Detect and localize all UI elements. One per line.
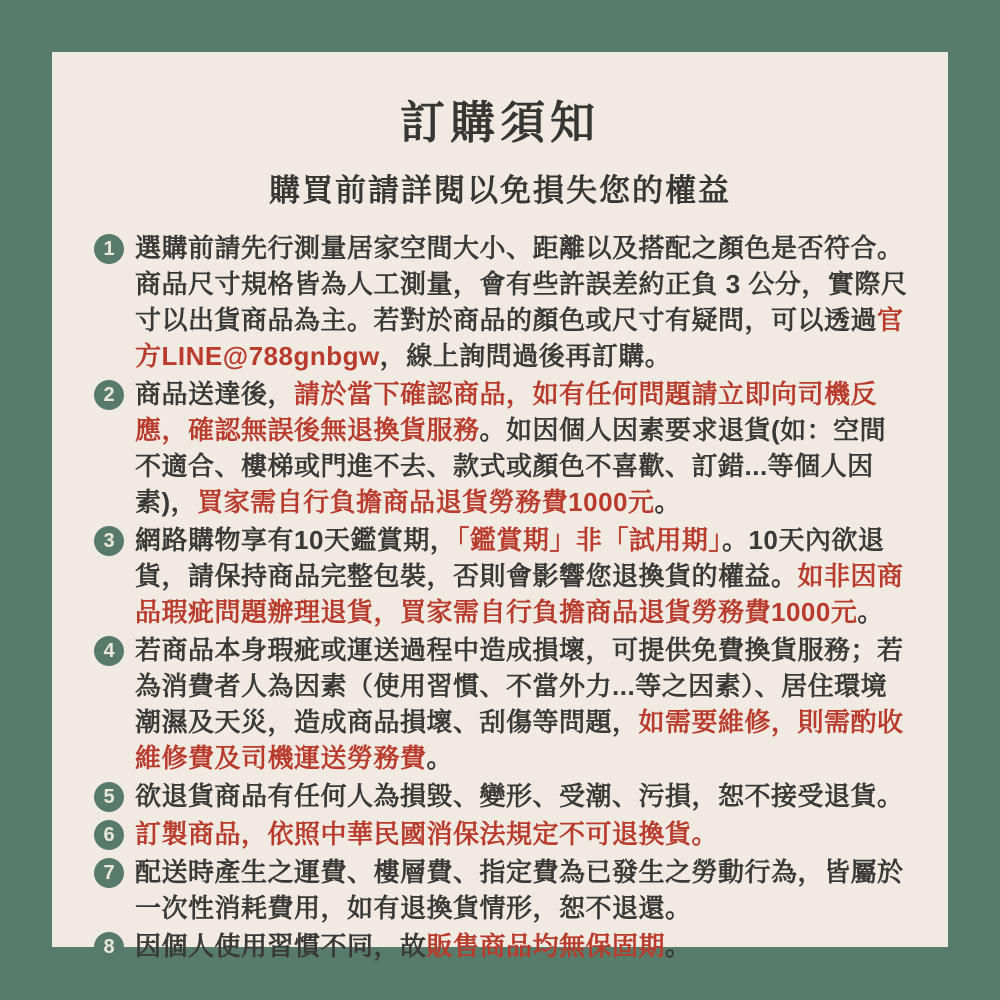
notice-text xyxy=(135,928,692,964)
text-segment-red: 如需要維修，則需酌收維修費及司機運送勞務費 xyxy=(135,707,904,773)
text-segment-black: 。如因個人因素要求退貨(如：空間不適合、樓梯或門進不去、款式或顏色不喜歡、訂錯...等個人因素)， xyxy=(135,415,887,517)
notice-item xyxy=(94,778,910,814)
text-segment-red: 買家需自行負擔商品退貨勞務費1000元 xyxy=(197,487,655,517)
notice-item xyxy=(94,632,910,776)
text-segment-black: 若商品本身瑕疵或運送過程中造成損壞，可提供免費換貨服務；若為消費者人為因素（使用習慣、不當外力...等之因素）、居住環境潮濕及天災，造成商品損壞、刮傷等問題， xyxy=(135,635,904,737)
notice-item xyxy=(94,854,910,926)
item-number-badge: 1 xyxy=(94,234,124,264)
item-number-badge: 3 xyxy=(94,526,124,556)
item-number-badge: 8 xyxy=(94,932,124,962)
text-segment-red: 訂製商品，依照中華民國消保法規定不可退換貨。 xyxy=(135,819,719,849)
text-segment-red: 如非因商品瑕疵問題辦理退貨，買家需自行負擔商品退貨勞務費1000元 xyxy=(135,561,904,627)
text-segment-red: 「鑑賞期」非「試用期」 xyxy=(456,525,722,555)
text-segment-black: 商品送達後， xyxy=(135,379,295,409)
text-segment-black: 欲退貨商品有任何人為損毀、變形、受潮、污損，恕不接受退貨。 xyxy=(135,781,904,811)
text-segment-red: 官方LINE@788gnbgw xyxy=(135,305,904,371)
notice-text xyxy=(135,230,910,374)
notice-text xyxy=(135,376,910,520)
notice-list xyxy=(94,230,910,964)
notice-text xyxy=(135,816,718,852)
item-number-badge: 4 xyxy=(94,636,124,666)
text-segment-black: 因個人使用習慣不同，故 xyxy=(135,931,427,961)
notice-text xyxy=(135,632,910,776)
text-segment-red: 販售商品均無保固期 xyxy=(426,931,666,961)
notice-item xyxy=(94,230,910,374)
notice-text xyxy=(135,854,910,926)
text-segment-black: 。 xyxy=(654,487,682,517)
item-number-badge: 7 xyxy=(94,858,124,888)
item-number-badge: 5 xyxy=(94,782,124,812)
text-segment-black: 選購前請先行測量居家空間大小、距離以及搭配之顏色是否符合。商品尺寸規格皆為人工測量，會有些許誤差約正負 3 公分，實際尺寸以出貨商品為主。若對於商品的顏色或尺寸有疑問，可以透過 xyxy=(135,233,908,335)
notice-item xyxy=(94,522,910,630)
page-subtitle: 購買前請詳閱以免損失您的權益 xyxy=(269,173,731,208)
notice-item xyxy=(94,928,910,964)
text-segment-black: 。 xyxy=(665,931,692,961)
notice-text xyxy=(135,778,904,814)
item-number-badge: 2 xyxy=(94,380,124,410)
notice-item xyxy=(94,816,910,852)
notice-card xyxy=(52,52,948,961)
page-title: 訂購須知 xyxy=(399,97,600,148)
text-segment-black: 。10天內欲退貨，請保持商品完整包裝，否則會影響您退換貨的權益。 xyxy=(135,525,885,591)
item-number-badge: 6 xyxy=(94,820,124,850)
notice-text xyxy=(135,522,910,630)
text-segment-black: 。 xyxy=(857,597,884,627)
text-segment-red: 請於當下確認商品，如有任何問題請立即向司機反應，確認無誤後無退換貨服務 xyxy=(135,379,878,445)
text-segment-black: 網路購物享有10天鑑賞期， xyxy=(135,525,457,555)
text-segment-black: 配送時產生之運費、樓層費、指定費為已發生之勞動行為，皆屬於一次性消耗費用，如有退換貨情形，恕不退還。 xyxy=(135,857,904,923)
text-segment-black: 。 xyxy=(426,743,454,773)
notice-item xyxy=(94,376,910,520)
text-segment-black: ，線上詢問過後再訂購。 xyxy=(379,341,672,371)
